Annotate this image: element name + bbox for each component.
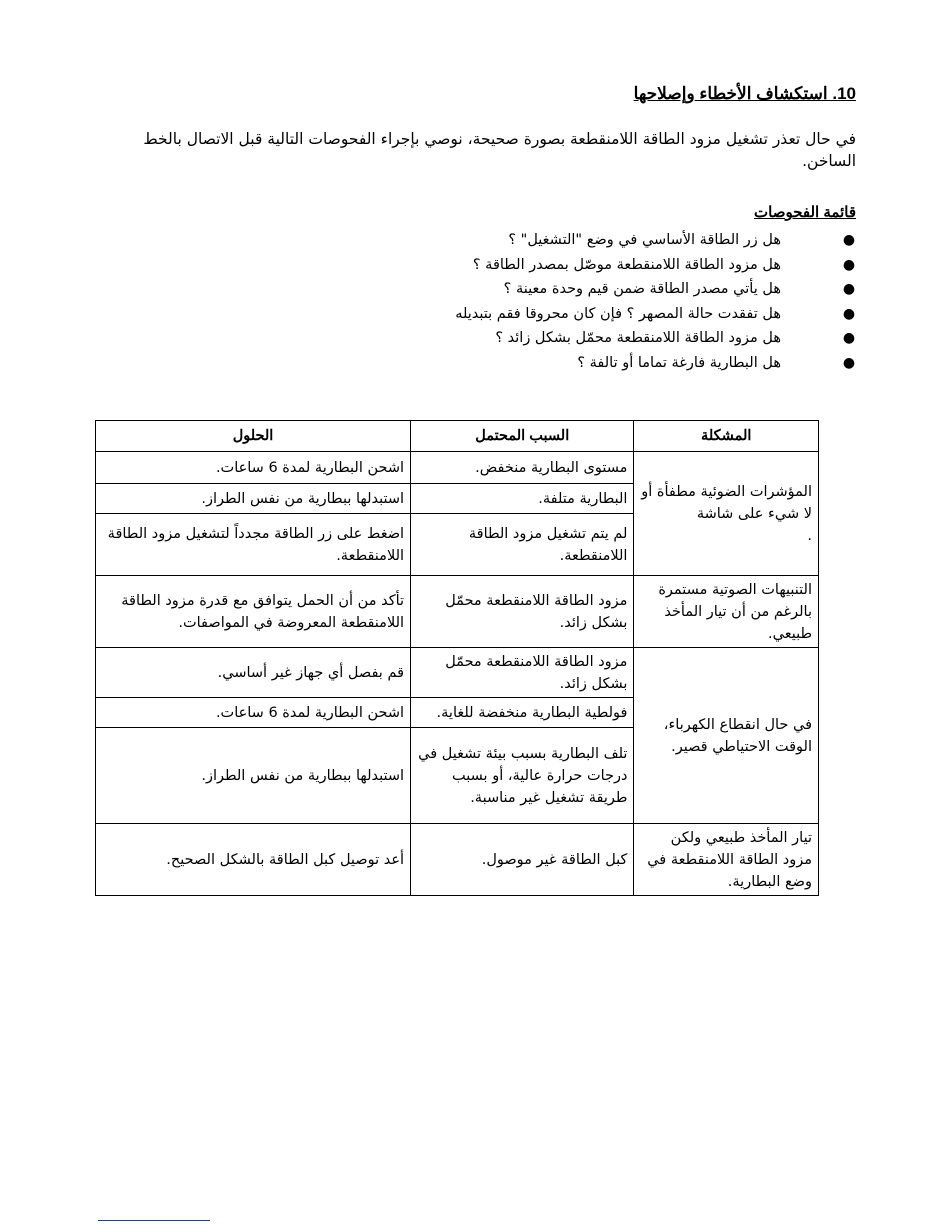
intro-paragraph: في حال تعذر تشغيل مزود الطاقة اللامنقطعة بصورة صحيحة، نوصي بإجراء الفحوصات التالية قبل الاتصال بالخط الساخن. [143,130,856,170]
section-heading: 10. استكشاف الأخطاء وإصلاحها [633,84,856,103]
bullet-icon: ● [842,354,856,371]
checklist-item-text: هل مزود الطاقة اللامنقطعة موصّل بمصدر الطاقة ؟ [472,256,781,273]
checklist-item [356,326,856,351]
table-header-row [96,421,819,452]
bullet-icon: ● [842,281,856,298]
header-solution: الحلول [96,421,411,452]
solution-cell: اشحن البطارية لمدة 6 ساعات. [96,698,411,728]
solution-cell: استبدلها ببطارية من نفس الطراز. [96,484,411,514]
checklist-item [356,351,856,376]
cause-cell: كبل الطاقة غير موصول. [411,824,634,896]
checklist-item [356,277,856,302]
checklist-title: قائمة الفحوصات [754,204,856,221]
problem-cell: في حال انقطاع الكهرباء، الوقت الاحتياطي قصير. [634,648,819,824]
table-row [96,576,819,648]
solution-cell: استبدلها ببطارية من نفس الطراز. [96,728,411,824]
checklist-item-text: هل زر الطاقة الأساسي في وضع "التشغيل" ؟ [508,232,781,248]
checklist-item-text: هل مزود الطاقة اللامنقطعة محمّل بشكل زائد ؟ [495,330,781,347]
cause-cell: مستوى البطارية منخفض. [411,452,634,484]
troubleshooting-table [95,420,819,896]
table-row [96,452,819,484]
bullet-icon: ● [842,232,856,248]
bullet-icon: ● [842,256,856,273]
cause-cell: تلف البطارية بسبب بيئة تشغيل في درجات حرارة عالية، أو بسبب طريقة تشغيل غير مناسبة. [411,728,634,824]
cause-cell: البطارية متلفة. [411,484,634,514]
checklist-item [356,253,856,278]
cause-cell: مزود الطاقة اللامنقطعة محمّل بشكل زائد. [411,576,634,648]
solution-cell: اضغط على زر الطاقة مجدداً لتشغيل مزود الطاقة اللامنقطعة. [96,514,411,576]
cause-cell: مزود الطاقة اللامنقطعة محمّل بشكل زائد. [411,648,634,698]
solution-cell: اشحن البطارية لمدة 6 ساعات. [96,452,411,484]
solution-cell: تأكد من أن الحمل يتوافق مع قدرة مزود الطاقة اللامنقطعة المعروضة في المواصفات. [96,576,411,648]
cause-cell: لم يتم تشغيل مزود الطاقة اللامنقطعة. [411,514,634,576]
problem-cell: تيار المأخذ طبيعي ولكن مزود الطاقة اللامنقطعة في وضع البطارية. [634,824,819,896]
checklist-item-text: هل تفقدت حالة المصهر ؟ فإن كان محروقا فقم بتبديله [455,305,781,322]
problem-cell: التنبيهات الصوتية مستمرة بالرغم من أن تيار المأخذ طبيعي. [634,576,819,648]
bullet-icon: ● [842,305,856,322]
footnote-separator [98,1220,210,1221]
checklist-item-text: هل يأتي مصدر الطاقة ضمن قيم وحدة معينة ؟ [503,281,781,298]
checklist-item [356,228,856,253]
problem-cell: المؤشرات الضوئية مطفأة أو لا شيء على شاشة . [634,452,819,576]
header-problem: المشكلة [634,421,819,452]
table-row [96,648,819,698]
solution-cell: أعد توصيل كبل الطاقة بالشكل الصحيح. [96,824,411,896]
header-cause: السبب المحتمل [411,421,634,452]
table-row [96,824,819,896]
checklist-item [356,302,856,327]
cause-cell: فولطية البطارية منخفضة للغاية. [411,698,634,728]
checklist [356,228,856,376]
checklist-item-text: هل البطارية فارغة تماما أو تالفة ؟ [577,354,781,371]
bullet-icon: ● [842,330,856,347]
solution-cell: قم بفصل أي جهاز غير أساسي. [96,648,411,698]
